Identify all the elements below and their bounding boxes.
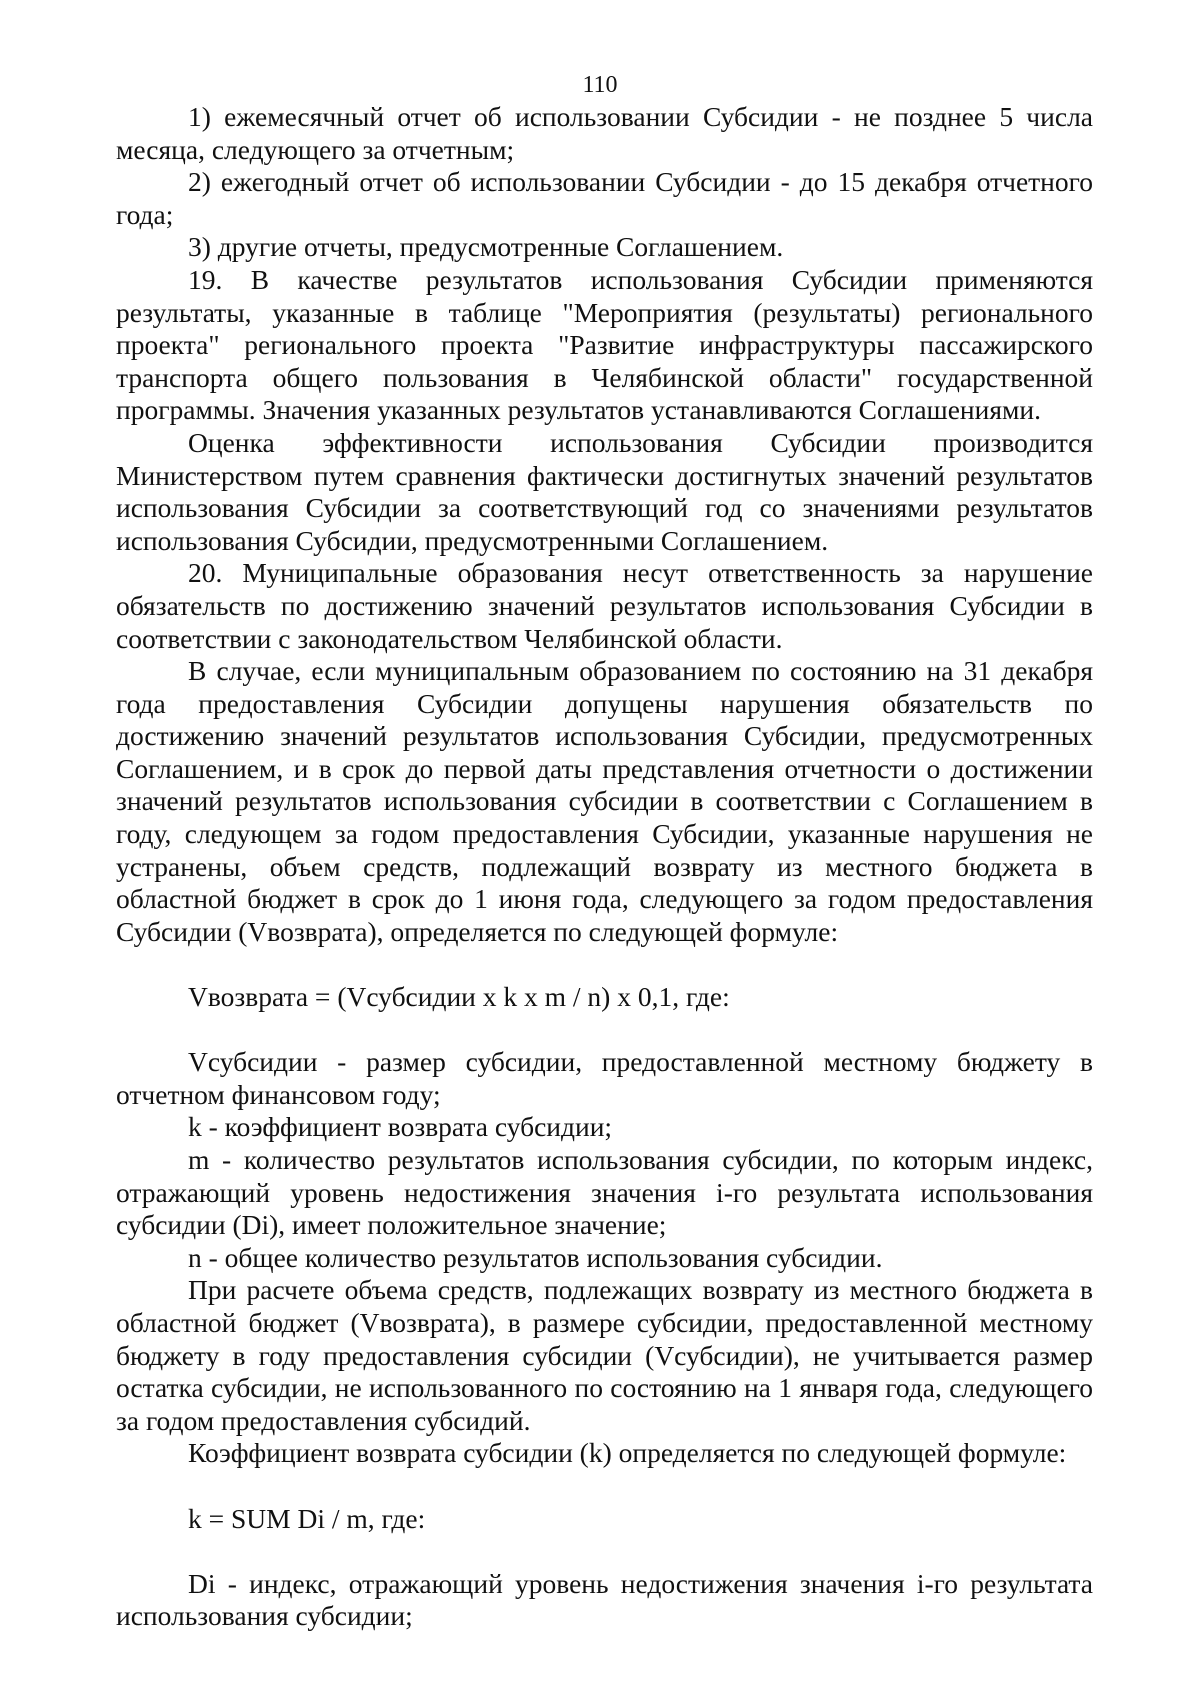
paragraph-20-responsibility: 20. Муниципальные образования несут ответственность за нарушение обязательств по достижению значений результатов использования Субсидии в соответствии с законодательством Челябинской области. bbox=[116, 557, 1093, 654]
formula-v-return: Vвозврата = (Vсубсидии x k x m / n) x 0,1, где: bbox=[188, 981, 730, 1013]
definition-m: m - количество результатов использования субсидии, по которым индекс, отражающий уровень недостижения значения i-го результата использования субсидии (Di), имеет положительное значение; bbox=[116, 1144, 1093, 1241]
paragraph-annual-report: 2) ежегодный отчет об использовании Субсидии - до 15 декабря отчетного года; bbox=[116, 166, 1093, 230]
paragraph-19-results: 19. В качестве результатов использования Субсидии применяются результаты, указанные в таблице "Мероприятия (результаты) регионального проекта" регионального проекта "Развитие инфраструктуры пассажирского транспорта общего пользования в Челябинской области" государственной программы. Значения указанных результатов устанавливаются Соглашениями. bbox=[116, 263, 1093, 426]
blank-line bbox=[116, 1470, 1093, 1503]
definition-v-subsidy: Vсубсидии - размер субсидии, предоставленной местному бюджету в отчетном финансовом году; bbox=[116, 1046, 1093, 1110]
paragraph-monthly-report: 1) ежемесячный отчет об использовании Субсидии - не позднее 5 числа месяца, следующего за отчетным; bbox=[116, 101, 1093, 165]
page-number: 110 bbox=[582, 72, 618, 98]
document-body bbox=[116, 101, 1093, 1633]
blank-line bbox=[116, 948, 1093, 981]
formula-k: k = SUM Di / m, где: bbox=[188, 1502, 426, 1534]
paragraph-efficiency-assessment: Оценка эффективности использования Субсидии производится Министерством путем сравнения фактически достигнутых значений результатов использования Субсидии за соответствующий год со значениями результатов использования Субсидии, предусмотренными Соглашением. bbox=[116, 426, 1093, 556]
definition-n: n - общее количество результатов использования субсидии. bbox=[188, 1241, 883, 1273]
paragraph-violation-case: В случае, если муниципальным образованием по состоянию на 31 декабря года предоставления Субсидии допущены нарушения обязательств по достижению значений результатов использования Субсидии, предусмотренных Соглашением, и в срок до первой даты представления отчетности о достижении значений результатов использования субсидии в соответствии с Соглашением в году, следующем за годом предоставления Субсидии, указанные нарушения не устранены, объем средств, подлежащий возврату из местного бюджета в областной бюджет в срок до 1 июня года, следующего за годом предоставления Субсидии (Vвозврата), определяется по следующей формуле: bbox=[116, 655, 1093, 947]
paragraph-other-reports: 3) другие отчеты, предусмотренные Соглашением. bbox=[188, 231, 784, 263]
blank-line bbox=[116, 1535, 1093, 1568]
paragraph-calculation-note: При расчете объема средств, подлежащих возврату из местного бюджета в областной бюджет (Vвозврата), в размере субсидии, предоставленной местному бюджету в году предоставления субсидии (Vсубсидии), не учитывается размер остатка субсидии, не использованного по состоянию на 1 января года, следующего за годом предоставления субсидий. bbox=[116, 1274, 1093, 1436]
paragraph-k-intro: Коэффициент возврата субсидии (k) определяется по следующей формуле: bbox=[188, 1437, 1067, 1469]
definition-k: k - коэффициент возврата субсидии; bbox=[188, 1111, 613, 1143]
definition-di: Di - индекс, отражающий уровень недостижения значения i-го результата использования субсидии; bbox=[116, 1567, 1093, 1632]
blank-line bbox=[116, 1014, 1093, 1047]
